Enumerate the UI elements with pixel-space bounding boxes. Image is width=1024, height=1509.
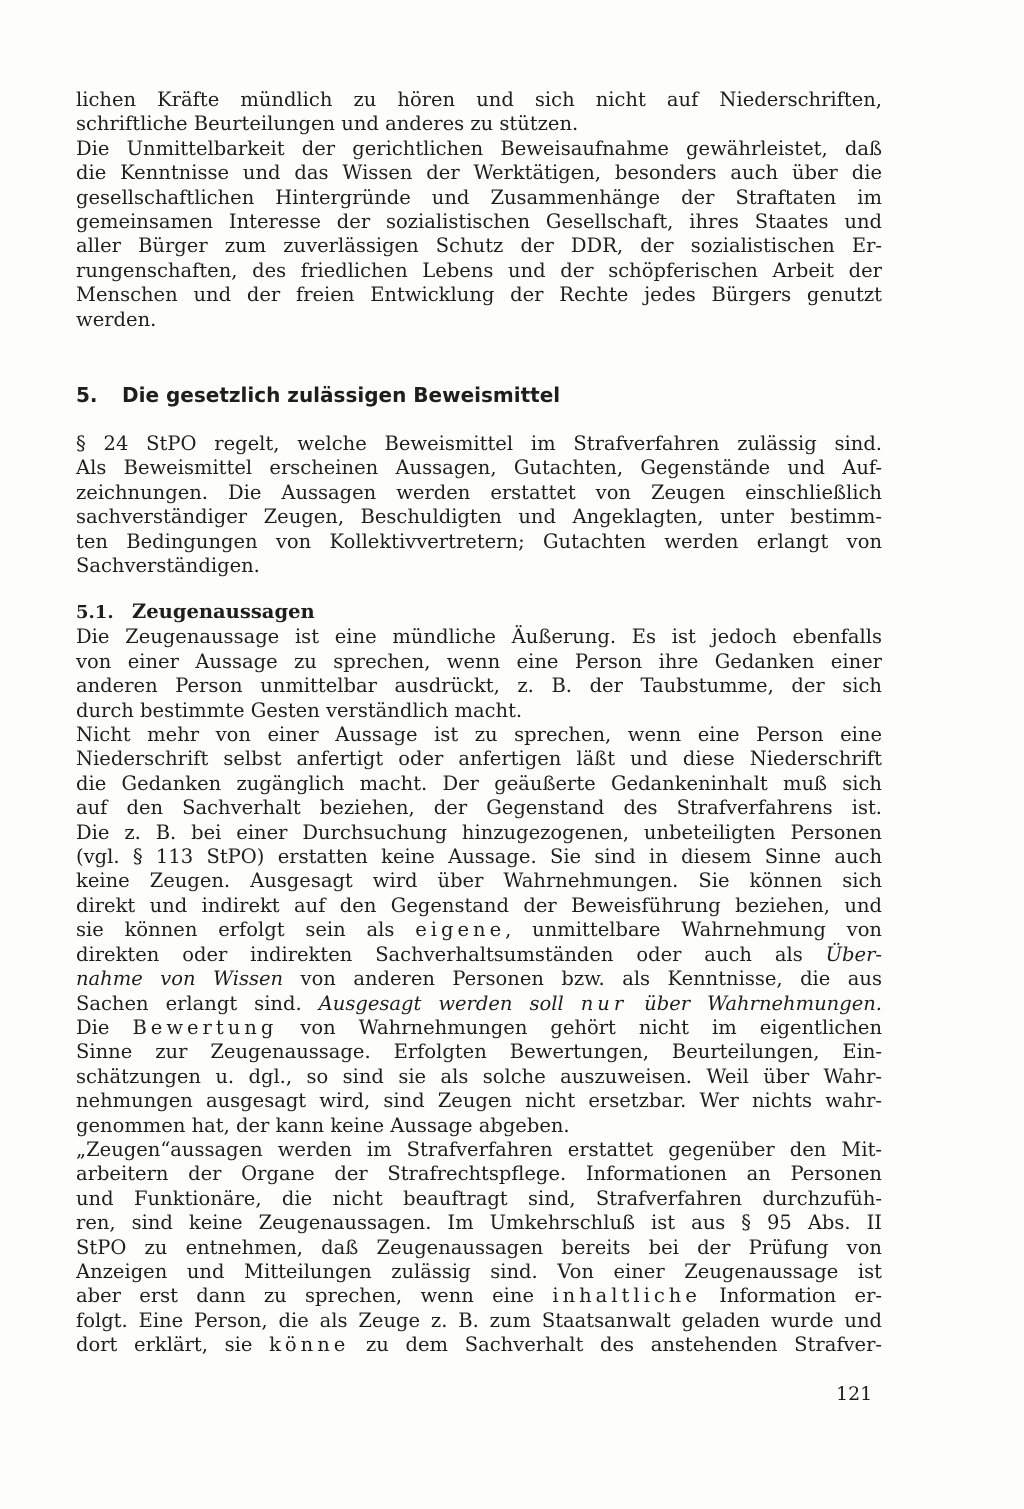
section-title: Die gesetzlich zulässigen Beweismittel	[122, 383, 561, 407]
text-line	[76, 992, 882, 1016]
paragraph-beweismittel	[76, 432, 882, 578]
spaced-emphasis: Bewertung	[132, 1015, 278, 1039]
text-line: direkt und indirekt auf den Gegenstand der Beweisführung beziehen, und	[76, 893, 882, 917]
text-line	[76, 1333, 882, 1357]
text-line: Nicht mehr von einer Aussage ist zu sprechen, wenn eine Person eine	[76, 723, 882, 747]
section-number: 5.	[76, 383, 98, 407]
text-line: zeichnungen. Die Aussagen werden erstattet von Zeugen einschließlich	[76, 480, 882, 504]
spaced-emphasis: eigene	[415, 918, 506, 942]
text-run: Information er-	[719, 1284, 883, 1308]
italic-emphasis: Ausgesagt werden soll	[318, 991, 564, 1015]
italic-emphasis: Über-	[825, 942, 882, 966]
text-run: aber erst dann zu sprechen, wenn eine	[76, 1284, 534, 1308]
italic-emphasis: über Wahrnehmungen.	[644, 991, 882, 1015]
text-line: von einer Aussage zu sprechen, wenn eine Person ihre Gedanken einer	[76, 649, 882, 673]
spaced-italic-emphasis: nur	[580, 991, 628, 1015]
text-line: arbeitern der Organe der Strafrechtspflege. Informationen an Personen	[76, 1162, 882, 1186]
text-line: keine Zeugen. Ausgesagt wird über Wahrnehmungen. Sie können sich	[76, 869, 882, 893]
text-run: Die	[76, 1015, 110, 1039]
text-line: Anzeigen und Mitteilungen zulässig sind. Von einer Zeugenaussage ist	[76, 1259, 882, 1283]
text-line: schriftliche Beurteilungen und anderes zu stützen.	[76, 112, 579, 136]
paragraph-zeugenaussagen	[76, 1138, 882, 1358]
text-line: folgt. Eine Person, die als Zeuge z. B. zum Staatsanwalt geladen wurde und	[76, 1308, 882, 1332]
text-line: Die z. B. bei einer Durchsuchung hinzugezogenen, unbeteiligten Personen	[76, 820, 882, 844]
text-line: anderen Person unmittelbar ausdrückt, z. B. der Taubstumme, der sich	[76, 674, 882, 698]
text-line	[76, 943, 882, 967]
text-line: gemeinsamen Interesse der sozialistischen Gesellschaft, ihres Staates und	[76, 210, 882, 234]
text-line: Die Zeugenaussage ist eine mündliche Äußerung. Es ist jedoch ebenfalls	[76, 625, 882, 649]
text-line: Die Unmittelbarkeit der gerichtlichen Beweisaufnahme gewährleistet, daß	[76, 136, 882, 160]
subsection-heading	[76, 600, 882, 625]
text-line: „Zeugen“aussagen werden im Strafverfahren erstattet gegenüber den Mit-	[76, 1137, 882, 1161]
text-line: Sinne zur Zeugenaussage. Erfolgten Bewertungen, Beurteilungen, Ein-	[76, 1040, 882, 1064]
subsection-5-1	[76, 600, 882, 1358]
text-line: gesellschaftlichen Hintergründe und Zusammenhänge der Straftaten im	[76, 185, 882, 209]
spaced-emphasis: inhaltliche	[552, 1284, 701, 1308]
text-line: sachverständiger Zeugen, Beschuldigten und Angeklagten, unter bestimm-	[76, 505, 882, 529]
text-run: sie können erfolgt sein als	[76, 918, 395, 942]
text-line: ren, sind keine Zeugenaussagen. Im Umkehrschluß ist aus § 95 Abs. II	[76, 1211, 882, 1235]
text-line: durch bestimmte Gesten verständlich macht.	[76, 698, 523, 722]
section-heading	[76, 383, 882, 407]
text-line	[76, 1016, 882, 1040]
text-line: Als Beweismittel erscheinen Aussagen, Gutachten, Gegenstände und Auf-	[76, 456, 882, 480]
text-line: werden.	[76, 307, 157, 331]
text-line: rungenschaften, des friedlichen Lebens und der schöpferischen Arbeit der	[76, 258, 882, 282]
text-line: StPO zu entnehmen, daß Zeugenaussagen bereits bei der Prüfung von	[76, 1235, 882, 1259]
spaced-emphasis: könne	[269, 1333, 350, 1357]
text-run: Sachen erlangt sind.	[76, 991, 302, 1015]
paragraph-muendlich	[76, 625, 882, 723]
text-line: auf den Sachverhalt beziehen, der Gegenstand des Strafverfahrens ist.	[76, 796, 882, 820]
text-line: ten Bedingungen von Kollektivvertretern; Gutachten werden erlangt von	[76, 529, 882, 553]
text-line: aller Bürger zum zuverlässigen Schutz der DDR, der sozialistischen Er-	[76, 234, 882, 258]
subsection-number: 5.1.	[76, 602, 114, 623]
text-line: (vgl. § 113 StPO) erstatten keine Aussage. Sie sind in diesem Sinne auch	[76, 845, 882, 869]
text-line: Menschen und der freien Entwicklung der Rechte jedes Bürgers genutzt	[76, 283, 882, 307]
text-line: genommen hat, der kann keine Aussage abgeben.	[76, 1113, 570, 1137]
text-line: die Gedanken zugänglich macht. Der geäußerte Gedankeninhalt muß sich	[76, 771, 882, 795]
italic-emphasis: nahme von Wissen	[76, 967, 284, 991]
text-line: lichen Kräfte mündlich zu hören und sich nicht auf Niederschriften,	[76, 88, 882, 111]
text-line	[76, 1284, 882, 1308]
text-run: zu dem Sachverhalt des anstehenden Strafver-	[366, 1333, 883, 1357]
subsection-title: Zeugenaussagen	[132, 600, 315, 623]
text-line: Niederschrift selbst anfertigt oder anfertigen läßt und diese Niederschrift	[76, 747, 882, 771]
text-line: nehmungen ausgesagt wird, sind Zeugen nicht ersetzbar. Wer nichts wahr-	[76, 1089, 882, 1113]
text-run: von anderen Personen bzw. als Kenntnisse, die aus	[300, 967, 882, 991]
text-line: schätzungen u. dgl., so sind sie als solche auszuweisen. Weil über Wahr-	[76, 1064, 882, 1088]
text-line	[76, 918, 882, 942]
text-line: und Funktionäre, die nicht beauftragt sind, Strafverfahren durchzufüh-	[76, 1186, 882, 1210]
text-line: Sachverständigen.	[76, 554, 260, 578]
paragraph-continuation	[76, 88, 882, 137]
text-line: die Kenntnisse und das Wissen der Werktätigen, besonders auch über die	[76, 161, 882, 185]
paragraph-top	[76, 88, 882, 332]
paragraph	[76, 432, 882, 578]
text-run: , unmittelbare Wahrnehmung von	[505, 918, 882, 942]
page-number: 121	[836, 1383, 873, 1405]
paragraph-nicht-mehr	[76, 723, 882, 1138]
text-line: § 24 StPO regelt, welche Beweismittel im Strafverfahren zulässig sind.	[76, 432, 882, 455]
text-run: von Wahrnehmungen gehört nicht im eigentlichen	[300, 1015, 883, 1039]
text-line	[76, 967, 882, 991]
text-run: dort erklärt, sie	[76, 1333, 253, 1357]
text-run: direkten oder indirekten Sachverhaltsumständen oder auch als	[76, 942, 803, 966]
paragraph-unmittelbarkeit	[76, 137, 882, 332]
